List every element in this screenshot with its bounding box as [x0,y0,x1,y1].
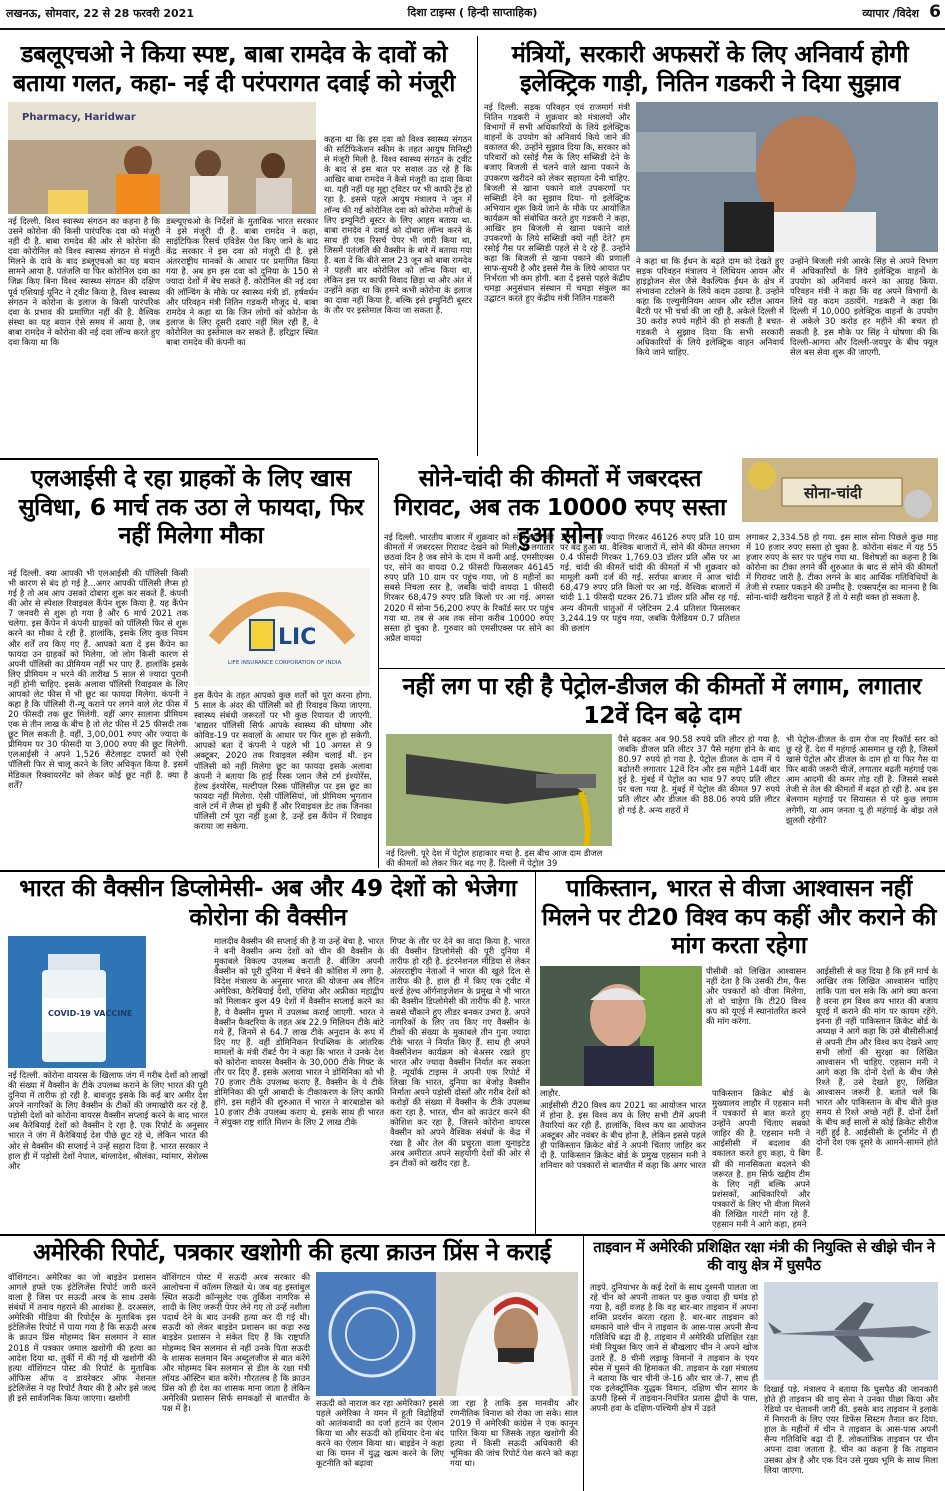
ehsan-mani-photo [540,966,702,1086]
article-column: 100 रुपए से ज्यादा गिरकर 46126 रुपए प्रति 10 ग्राम पर बंद हुआ था. वैश्विक बाजारों में, सोने की कीमत लगभग 0.4 फीसदी गिरकर 1,769.03 डॉलर प्रति औंस पर आ गई. चांदी की कीमतें चांदी की कीमतों में भी शुक्रवार को मामूली कमी दर्ज की गई. सर्राफा बाजार में आज चांदी 68,479 रुपए प्रति किलो पर आ गई. वैश्विक बाजारों में चांदी 1.1 फीसदी घटकर 26.71 डॉलर प्रति औंस रह गई. अन्य कीमती धातुओं में प्लेटिनम 2.4 प्रतिशत फिसलकर 3,244.19 पर पहुंच गया, जबकि पैलेडियम 0.7 प्रतिशत की छलांग [560,532,740,633]
lic-subtitle: LIFE INSURANCE CORPORATION OF INDIA [228,660,342,666]
article-headline: भारत की वैक्सीन डिप्लोमेसी- अब और 49 देशों को भेजेगा कोरोना की वैक्सीन [19,874,517,931]
article-headline: एलआईसी दे रहा ग्राहकों के लिए खास सुविधा, 6 मार्च तक उठा ले फायदा, फिर नहीं मिलेगा मौका [18,464,364,550]
section-rule [0,458,378,460]
section-rule [379,668,945,669]
vaccine-photo [8,936,146,1068]
article-column: पीसीबी को लिखित आश्वासन नहीं देता है कि उसकी टीम, फैंस और पत्रकारों को वीजा मिलेगा, तो वो चाहेगा कि टी20 विश्व कप को यूएई में स्थानांतरित करने की मांग करेगा. [706,966,806,1027]
article-column: दिखाई पड़े. मंत्रालय ने बताया कि घुसपैठ की जानकारी होते ही ताइवान की वायु सेना ने उनका पीछा किया और रेडियो पर चेतावनी जारी की. इसके बाद ताइवान ने इलाके में निगरानी के लिए एयर डिफेंस सिस्टम तैनात कर दिया. हाल के महीनों में चीन ने ताइवान के आस-पास अपनी सैन्य गतिविधि बढ़ा दी हैं. लोकतांत्रिक ताइवान पर चीन अपना दावा जताता है. चीन का कहना है कि ताइवान उसका क्षेत्र है और एक दिन उसे मुख्य भूमि के साथ मिला लिया जाएगा. [764,1384,938,1475]
article-column: ताइपे. दुनियाभर के कई देशों के साथ दुश्मनी पालता जा रहे चीन को अपनी ताकत पर कुछ ज्यादा ही घमंड हो गया है, वहीं वजह है कि वह बार-बार ताइवान में अपना शक्ति प्रदर्शन करता रहता है. बार-बार ताइवान को धमकाने वाले चीन ने ताइवान के आस-पास अपनी सैन्य गतिविधि बढ़ा दी है. ताइवान में अमेरिकी प्रशिक्षित रक्षा मंत्री नियुक्त किए जाने से बौखलाए चीन ने अपने खोज उतारे हैं. 8 चीनी लड़ाकू विमानों ने ताइवान के एयर स्पेस में घुसने की हिमाकत की. ताइवान के रक्षा मंत्रालय ने बताया कि चार चीनी जे-16 और चार जे-7, साथ ही एक इलेक्ट्रॉनिक युद्धक विमान, दक्षिण चीन सागर के ऊपरी हिस्से में ताइवान-नियंत्रित प्रतास द्वीपों के पास, अपनी हवा के दक्षिण-पश्चिमी क्षेत्र में उड़ते [590,1282,758,1413]
banner-text: Pharmacy, Haridwar [22,112,136,123]
article-headline: अमेरिकी रिपोर्ट, पत्रकार खशोगी की हत्या क्राउन प्रिंस ने कराई [33,1238,551,1266]
paper-name: दिशा टाइम्स ( हिन्दी साप्ताहिक) [407,6,538,19]
article-column: लगाकर 2,334.58 हो गया. इस साल सोना पिछले कुछ माह में 10 हजार रुपए सस्ता हो चुका है. कोरोना संकट में यह 55 हजार रुपए के स्तर पर पहुंच गया था. विशेषज्ञों का कहना है कि कोरोना का टीका लगने की शुरुआत के बाद से सोने की कीमतों में गिरावट जारी है. टीका लगने के बाद आर्थिक गतिविधियों के तेजी से रफ्तार पकड़ने की उम्मीद है. एक्सपर्ट्स का मानना है कि सोना-चांदी खरीदना चाहते हैं तो ये सही वक्त हो सकता है. [746,532,938,603]
article-column: नई दिल्ली. भारतीय बाजार में शुक्रवार को सोने-चांदी की कीमतों में जबरदस्त गिरावट देखने को मिली, ये लगातार छठवां दिन है जब सोने के दाम में कमी आई. एमसीएक्स पर, सोने का वायदा 0.2 फीसदी फिसलकर 46145 रुपए प्रति 10 ग्राम पर पहुंच गया, जो 8 महीनों का सबसे निचला स्तर है, जबकि चांदी वायदा 1 फीसदी गिरकर 68,479 रुपए प्रति किलो पर आ गई. अगस्त 2020 में सोना 56,200 रुपए के रिकॉर्ड स्तर पर पहुंच गया था. तब से अब तक सोना करीब 10000 रुपए सस्ता हो चुका है. गुरुवार को एमसीएक्स पर सोने का अप्रैल वायदा [384,532,554,643]
article-column: आईसीसी से कह दिया है कि हमें मार्च के आखिर तक लिखित आश्वासन चाहिए ताकि पता चल सके कि आगे क्या करना है वरना हम विश्व कप भारत की बजाय यूएई में कराने की मांग पर कायम रहेंगे. इनना ही नहीं पाकिस्तान क्रिकेट बोर्ड के अध्यक्ष ने आगे कहा कि उसे बीसीसीआई से अपनी टीम और विश्व कप देखने आए सभी लोगों की सुरक्षा का लिखित आश्वासन भी चाहिए. एहसान मनी ने आगे कहा कि दोनों देशों के बीच जैसे रिश्ते हैं, उसे देखते हुए, लिखित आश्वासन जरूरी है. बताते चलें कि भारत और पाकिस्तान के बीच बीते कुछ समय से रिश्ते अच्छे नहीं हैं. दोनों देशों के बीच कई सालों से कोई क्रिकेट सीरीज नहीं हुई है. आईसीसी के टूर्नामेंट में ही दोनों देश एक दूसरे के आमने-सामने होते हैं. [816,966,938,1158]
ramdev-photo [8,102,316,214]
article-column: डब्ल्यूएचओ के निर्देशों के मुताबिक भारत सरकार ने इसे मंजूरी दी है. बाबा रामदेव ने कहा, साइंटिफिक रिसर्च एविडेंस पेश किए जाने के बाद केंद्र सरकार ने इस दवा को मंजूरी दी है. इसे अंतरराष्ट्रीय मानकों के आधार पर प्रमाणित किया गया है. अब हम इस दवा को दुनिया के 150 से ज्यादा देशों में बेच सकते हैं. कोरोनिल की नई दवा की लॉन्चिंग के मौके पर स्वास्थ्य मंत्री डॉ. हर्षवर्धन और परिवहन मंत्री नितिन गडकरी मौजूद थे. बाबा रामदेव ने कहा था कि जिन लोगों को कोरोना के इलाज के लिए दूसरी दवाएं नहीं मिल रही हैं, वे कोरोनिल का इस्तेमाल कर सकते हैं. हरिद्वार स्थित बाबा रामदेव की कंपनी का [166,216,318,347]
image-label: सोना-चांदी [804,484,862,502]
article-headline: मंत्रियों, सरकारी अफसरों के लिए अनिवार्य होगी इलेक्ट्रिक गाड़ी, नितिन गडकरी ने दिया सुझाव [511,40,909,97]
column-divider [583,1236,584,1491]
lic-wordmark: LIC [278,625,317,650]
article-column: नई दिल्ली. क्या आपकी भी एलआईसी की पॉलिसी किसी भी कारण से बंद हो गई है...अगर आपकी पॉलिसी लैप्स हो गई है तो अब आप उसको दोबारा शुरू कर सकते हैं. कंपनी की ओर से स्पेशल रिवाइवल कैंपेन शुरू किया है. यह कैंपेन 7 जनवरी से शुरू हो गया है और 6 मार्च 2021 तक चलेगा. इस कैंपेन में कंपनी ग्राहकों को पॉलिसी फिर से शुरू करने का मौका दे रही है. हालांकि, इसके लिए कुछ नियम और शर्तें तय किए गए हैं. आपको बता दें इस कैंपेन का फायदा उन ग्राहकों को मिलेगा, जो लोग किसी कारण से अपनी पॉलिसी का प्रीमियम नहीं भर पाए हैं. हालांकि इसके लिए प्रीमियम न भरने की तारीख 5 साल से ज्यादा पुरानी नहीं होनी चाहिए. इसके अलावा पॉलिसी रिवाइवल के लिए आपको लेट फीस में भी छूट का फायदा मिलेगा. कंपनी ने कहा है कि पॉलिसी री-न्यू कराने पर लगने वाले लेट फीस में 20 फीसदी तक छूट मिलेगी. वहीं अगर सालाना प्रीमियम एक से तीन लाख के बीच है तो लेट फीस में 25 फीसदी तक छूट मिल सकती है. वहीं, 3,00,001 रुपए और ज्यादा के प्रीमियम पर 30 फीसदी या 3,000 रुपए की छूट मिलेगी. एलआईसी ने अपने 1,526 सैटेलाइट दफ्तरों को ऐसी पॉलिसी फिर से चालू करने के लिए अधिकृत किया है. इसमें मेडिकल रिक्वायरमेंट को लेकर कोई छूट नहीं है. क्या है शर्तें? [8,568,188,790]
article-column: पाकिस्तान क्रिकेट बोर्ड के मुख्यालय लाहौर में एहसान मनी ने पत्रकारों से बात करते हुए उन्होंने अपनी चिंताए सबको जाहिर की है. एहसान मनी ने आईसीसी में बदलाव की वकालत करते हुए कहा, ये बिग थ्री की मानसिकता बदलने की जरूरत है. हम सिर्फ खद्दीय टीम के लिए नहीं बल्कि अपने प्रशंसकों, आधिकारियों और पत्रकारों के लिए भी वीजा मिलने की लिखित गारंटी मांग रहे हैं. एहसान मनी ने आगे कहा, हमने [712,1088,810,1230]
article-headline: डबलूएचओ ने किया स्पष्ट, बाबा रामदेव के दावों को बताया गलत, कहा- नई दी परंपरागत दवाई को मंजूरी [13,40,455,97]
section-name: व्यापार /विदेश [862,7,919,20]
article-column: भी पेट्रोल-डीजल के दाम रोज नए रिकॉर्ड स्तर को छू रहे हैं. देश में महंगाई आसमान छू रही है, जिसमें खासे पेट्रोल और डीजल के दाम हो या फिर गैस या फिर बाकी जरूरी चीजें, लगातार बढ़ती महंगाई एक आम आदमी की कमर तोड़ रही है. जिससे सबसे तेजी से तेल की कीमतों में बढ़त हो रही है. अब इस बेलगाम महंगाई पर सियासत से परे कुछ लगाम लगेगी, या आम जनता यू ही महंगाई के बोझ तले झुलती रहेगी? [786,734,938,825]
article-column: उन्होंने बिजली मंत्री आरके सिंह से अपने विभाग में अधिकारियों के लिये इलेक्ट्रिक वाहनों के उपयोग को अनिवार्य करने का आग्रह किया. परिवहन मंत्री ने कहा कि वह अपने विभागों के लिये यह कदम उठायेंगे. गडकरी ने कहा कि दिल्ली में 10,000 इलेक्ट्रिक वाहनों के उपयोग से अकेले 30 करोड़ हर महीने की बचत हो सकती है. इस मौके पर सिंह ने घोषणा की कि दिल्ली-आगरा और दिल्ली-जयपुर के बीच फ्यूल सेल बस सेवा शुरू की जाएगी. [790,256,938,357]
article-column: इस कैंपेन के तहत आपको कुछ शर्तों को पूरा करना होगा. 5 साल के अंदर की पॉलिसी को ही रिवाइव किया जाएगा. स्वास्थ्य संबंधी जरूरतों पर भी कुछ रियायत दी जाएगी. 'बाद्यतर पॉलिसी सिर्फ आपके स्वास्थ्य की घोषणा और कोविड-19 पर सवालों के आधार पर फिर शुरू हो सकेगी. आपको बता दें कंपनी ने पहले भी 10 अगस्त से 9 अक्टूबर, 2020 तक रिवाइवल स्कीम चलाई थी. इन पॉलिसी को नहीं मिलेगा छूट का फायदा इसके अलावा कंपनी ने बताया कि हाई रिस्क प्लान जैसे टर्म इंश्योरेंस, हेल्थ इंश्योरेंस, मल्टीपल रिस्क पॉलिसीज़ पर इस छूट का फायदा नहीं मिलेगा. ऐसी पॉलिसियां, जो प्रीमियम भुगतान वाले टर्म में लैप्स हो चुकी हैं और रिवाइवल डेट तक जिनका पॉलिसी टर्म पूरा नहीं हुआ है, उन्हें इस कैंपेन में रिवाइव कराया जा सकेगा. [194,690,372,832]
article-column: नई दिल्ली. कोरोना वायरस के खिलाफ जंग में गरीब देशों को लाखों की संख्या में वैक्सीन के टीके उपलब्ध कराने के लिए भारत की पूरी दुनिया में तारीफ हो रही है. बावजूद इसके कि कई बार अमीर देश अपने नागरिकों के लिए वैक्सीन के टीकों की जमाखोरी कर रहे हैं. पड़ोसी देशों को कोरोना वायरस वैक्सीन सप्लाई करने के बाद भारत अब कैरेबियाई देशों को वैक्सीन दे रहा है. एक रिपोर्ट के अनुसार भारत ने जंग में कैरेबियाई देश पीछे छूट रहे थे, लेकिन भारत की ओर से वैक्सीन की सप्लाई ने उन्हें सहारा दिया है. भारत सरकार ने हाल ही में पड़ोसी देशों नेपाल, बांग्लादेश, श्रीलंका, म्यांमार, सेशेल्स और [8,1070,208,1171]
article-headline: ताइवान में अमेरिकी प्रशिक्षित रक्षा मंत्री की नियुक्ति से खीझे चीन ने की वायु क्षेत्र में घुसपैठ [593,1240,935,1274]
dateline: लखनऊ, सोमवार, 22 से 28 फरवरी 2021 [6,7,194,20]
photo-caption: लाहौर. [540,1088,561,1098]
column-divider [477,36,478,456]
lic-logo [194,568,370,686]
masthead-strip [0,0,945,30]
page-number: 6 [929,2,941,22]
column-divider [378,460,379,868]
gadkari-photo [636,102,938,252]
photo-caption: नई दिल्ली. पूरे देश में पेट्रोल हाहाकार मचा है. इस बीच आज दाम डीजल की कीमतों को लेकर फिर बढ़ गए हैं. दिल्ली में पेट्रोल 39 [386,848,603,869]
article-column: गिफ्ट के तौर पर देने का वादा किया है. भारत की वैक्सीन डिप्लोमेसी की पूरी दुनिया में तारीफ हो रही है. इंटरनेशनल मीडिया से लेकर अंतरराष्ट्रीय नेताओं ने भारत की खुले दिल से तारीफ की है. हाल ही में किए एक ट्वीट में वर्ल्ड हेल्थ ऑर्गनाइजेशन के प्रमुख ने भी भारत की वैक्सीन डिप्लोमेसी की तारीफ की है. भारत सबसे चौंकाने हुए लीडर बनकर उभरा है. अपने नागरिकों के लिए तय किए गए वैक्सीन के टीकों की संख्या के मुकाबले तीन गुना ज्यादा टीके भारत ने निर्यात किए हैं. साथ ही अपने वैक्सीनेशन कार्यक्रम को बेअसर रखते हुए भारत और ज्यादा वैक्सीन निर्यात कर सकता है. न्यूयॉर्क टाइम्स ने अपनी एक रिपोर्ट में लिखा कि भारत, दुनिया का बेजोड़ वैक्सीन निर्माता अपने पड़ोसी दोस्तों और गरीब देशों को करोड़ों की संख्या में वैक्सीन के टीके उपलब्ध करा रहा है. भारत, चीन को काउंटर करने की कोशिश कर रहा है, जिसने कोरोना वायरस वैक्सीन को अपने वैश्विक संबंधों के केंद्र में रखा है और तेल की प्रचुरता वाला यूनाइटेड अरब अमीरात अपने सहयोगी देशों की ओर से इन टीकों को खरीद रहा है. [390,936,530,1168]
fighter-jet-photo [764,1282,938,1380]
article-column: मालदीव वैक्सीन की सप्लाई की है या उन्हें बेचा है. भारत ने बनी वैक्सीन अन्य देशों को चीन की वैक्सीन के मुकाबले विकल्प उपलब्ध कराती है. बीजिंग अपनी वैक्सीन को पूरी दुनिया में बेचने की कोशिश में लगा है. विदेश मंत्रालय के अनुसार भारत की योजना अब लैटिन अमेरिका, कैरेबियाई देशों, एशिया और अफ्रीका महाद्वीप को मिलाकर कुल 49 देशों में वैक्सीन सप्लाई करने का है, ये वैक्सीन मुफ्त में उपलब्ध कराई जाएगी. भारत ने वैक्सीन फैक्टरिया के तहत अब 22.9 मिलियन टीके बांटे गये हैं, जिनमें से 64.7 लाख टीके अनुदान के रूप में दिए गए हैं. वहीं डोमिनिकन रिपब्लिक के आंतरिक मामलों के मंत्री रॉबर्ट पैग ने कहा कि भारत ने उनके देश को कोरोना वायरस वैक्सीन के 30,000 टीके गिफ्ट के तौर पर दिए हैं. इसके अलावा भारत ने डोमिनिका को भी 70 हजार टीके उपलब्ध कराए हैं. वैक्सीन के ये टीके डोमिनिका की पूरी आबादी के टीकाकरण के लिए काफी होंगे. इस महीने की शुरुआत में भारत ने बारबाडोस को 10 हजार टीके उपलब्ध कराए थे. इसके साथ ही भारत ने संयुक्त राष्ट्र शांति मिशन के लिए 2 लाख टीके [214,936,384,1128]
article-column: नई दिल्ली. सड़क परिवहन एवं राजमार्ग मंत्री नितिन गडकरी ने शुक्रवार को मंत्रालयों और विभागों में सभी अधिकारियों के लिये इलेक्ट्रिक वाहनों के उपयोग को अनिवार्य किये जाने की वकालत की. उन्होंने सुझाव दिया कि, सरकार को परिवारों को रसोई गैस के लिए सब्सिडी देने के बजाए बिजली से चलने वाले खाना पकाने के उपकरण खरीदने को लेकर सहायता देनी चाहिए. बिजली से खाना पकाने वाले उपकरणों पर सब्सिडी देने का सुझाव दिया- गो इलेक्ट्रिक अभियान शुरू किये जाने के मौके पर आयोजित कार्यक्रम को संबोधित करते हुए गडकरी ने कहा, आखिर हम बिजली से खाना पकाने वाले उपकरणों के लिये सब्सिडी क्यों नहीं देते? हम रसोई गैस पर सब्सिडी पहले से दे रहे हैं. उन्होंने कहा कि बिजली से खाना पकाने की प्रणाली साफ-सुथरी है और इससे गैस के लिये आयात पर निर्भरता भी कम होगी. बता दें इससे पहले केंद्रीय चमड़ा अनुसंधान संस्थान में चमड़ा संकुल का उद्घाटन करते हुए केंद्रीय मंत्री नितिन गडकरी [484,102,630,304]
article-column: ने कहा था कि ईंधन के बढ़ते दाम को देखते हुए सड़क परिवहन मंत्रालय ने लिथियम आयन और हाइड्रोजन सेल जैसे वैकल्पिक ईंधन के क्षेत्र में संभावना टटोलने के लिये कदम उठाया है. उन्होंने कहा कि एल्युमीनियम आयन और स्टील आयन बैटरी पर भी चर्चा की जा रही है. अकेले दिल्ली में 30 करोड़ रुपये महीने की हो सकती है बचत- गडकरी ने सुझाव दिया कि सभी सरकारी अधिकारियों के लिये इलेक्ट्रिक वाहन अनिवार्य किये जाने चाहिए. [636,256,784,357]
article-column: वॉशिंगटन। अमेरिका का जो बाइडेन प्रशासन आगले हफ्ते एक इंटेलिजेंस रिपोर्ट जारी करने वाला है जिस पर सऊदी अरब के साथ उसके संबंधों में तनाव गहराने की आशंका है. दरअसल, अमेरिकी मीडिया की रिपोर्ट्स के मुताबिक इस इंटेलिजेंस रिपोर्ट में पाया गया है कि सऊदी अरब के क्राउन प्रिंस मोहम्मद बिन सलमान ने साल 2018 में पत्रकार जमाल खशोगी की हत्या का आदेश दिया था. तुर्की में की गई थी खशोगी की हत्या वॉशिंगटन पोस्ट की रिपोर्ट के मुताबिक ऑफिस ऑफ द डायरेक्टर ऑफ नेशनल इंटेलिजेंस ने यह रिपोर्ट तैयार की है और इसे जल्द ही इसे सार्वजनिक किया जाएगा। खशोगी [8,1272,156,1403]
crown-prince-photo [316,1272,578,1396]
article-column: जा रहा है ताकि इस मानवीय और रणनीतिक विनाश को रोका जा सके। साल 2019 में अमेरिकी कांग्रेस ने एक कानून पारित किया था जिसके तहत खशोगी की हत्या में किसी सऊदी अधिकारी की भूमिका की जांच रिपोर्ट पेश करने को कहा गया था। [450,1398,578,1469]
article-column: नई दिल्ली. विश्व स्वास्थ्य संगठन का कहना है कि उसने कोरोना की किसी पारंपरिक दवा को मंजूरी नहीं दी है. बाबा रामदेव की ओर से कोरोना की दवा कोरोनिल को विश्व स्वास्थ्य संगठन से मंजूरी मिलने के दावे के बाद डब्लूएचओ का यह बयान सामने आया है. पतंजलि या फिर कोरोनिल दवा का जिक्र किए बिना विश्व स्वास्थ्य संगठन की दक्षिण पूर्व एशियाई यूनिट ने ट्वीट किया है, विश्व स्वास्थ्य संगठन ने कोरोना के इलाज के किसी पारंपरिक दवा के प्रभाव की प्रमाणित नहीं की है. वैश्विक संस्था का यह बयान ऐसे समय में आया है, जब बाबा रामदेव ने कोरोना की नई दवा लॉन्च करते हुए दवा किया था कि [8,216,160,347]
article-column: पैसे बढ़कर अब 90.58 रुपये प्रति लीटर हो गया है. जबकि डीजल प्रति लीटर 37 पैसे महंगा होने के बाद 80.97 रुपये हो गया है. पेट्रोल डीजल के दाम में ये बढ़ोतरी लगातार 12वें दिन और इस महीने 14वीं बार हुई है. मुंबई में पेट्रोल का भाव 97 रुपए प्रति लीटर पर चला गया है. मुंबई में पेट्रोल की कीमत 97 रुपये प्रति लीटर और डीजल की 88.06 रुपये प्रति लीटर हो गई है. अन्य शहरों में [618,734,780,815]
article-headline: पाकिस्तान, भारत से वीजा आश्वासन नहीं मिलने पर टी20 विश्व कप कहीं और कराने की मांग करता रहेगा [541,874,937,960]
column-divider [535,872,536,1234]
article-headline: नहीं लग पा रही है पेट्रोल-डीजल की कीमतों में लगाम, लगातार 12वें दिन बढ़े दाम [402,672,922,729]
article-column: कहना था कि इस दवा को विश्व स्वास्थ्य संगठन की सर्टिफिकेशन स्कीम के तहत आयुष मिनिस्ट्री से मंजूरी मिली है. विश्व स्वास्थ्य संगठन के ट्वीट के बाद से इस बात पर सवाल उठ रहे हैं कि आखिर बाबा रामदेव ने कैसे मंजूरी का दावा किया था. यही नहीं यह मुद्दा ट्विटर पर भी काफी ट्रेंड हो रहा है. इससे पहले आयुष मंत्रालय ने जून में लॉन्च की गई कोरोनिल दवा को कोरोना मरीजों के लिए इम्युनिटी बूस्टर के लिए आहम बताया था. बाबा रामदेव ने दवाई को दोबारा लॉन्च करने के साथ ही एक रिसर्च पेपर भी जारी किया था, जिसमें पतंजलि की वैक्सीन के बारे में बताया गया है. बता दें कि बीते साल 23 जून को बाबा रामदेव ने पहली बार कोरोनिल को लॉन्च किया था, लेकिन इस पर काफी विवाद छिड़ा था और अंत में उन्होंने कहा था कि हमने कभी कोरोना के इलाज का दावा नहीं किया है, बल्कि इसे इम्युनिटी बूस्टर के तौर पर इस्तेमाल किया जा सकता है. [324,134,472,316]
fuel-nozzle-photo [386,734,612,846]
section-rule [0,870,945,872]
section-rule [0,1234,945,1236]
article-column: वॉशिंगटन पोस्ट में सऊदी अरब सरकार की आलोचना में कॉलम लिखते थे। जब वह इस्तांबुल स्थित सऊदी कॉन्सुलेट एक तुर्किश नागरिक से शादी के लिए जरूरी पेपर लेने गए तो उन्हें नशीला पदार्थ देने के बाद उनकी हत्या कर दी गई थी। सऊदी को लेकर बाइडेन प्रशासन का कड़ा रुख बाइडेन प्रशासन ने संकेत दिए हैं कि राष्ट्रपति मोहम्मद बिन सलमान से नहीं उनके पिता सऊदी के शासक सलमान बिन अब्दुलजीज से बात करेंगे और मोहम्मद बिन सलमान से डील के रक्षा मंत्री लॉयड ऑस्टिन बात करेंगे। गौरतलब है कि क्राउन प्रिंस को ही देश का शासक माना जाता है लेकिन अमेरिकी प्रशासन सिर्फ समकक्षों से बातचीत के पक्ष में है। [162,1272,310,1414]
gold-silver-image [742,458,938,522]
article-column: आईसीसी टी20 विश्व कप 2021 का आयोजन भारत में होना है. इस विश्व कप के लिए सभी टीमें अपनी तैयारियां कर रही हैं. हालांकि, विश्व कप का आयोजन अक्टूबर और नवंबर के बीच होना है, लेकिन इससे पहले ही पाकिस्तान क्रिकेट बोर्ड ने अपनी चिंताए जाहिर कर दी हैं. पाकिस्तान क्रिकेट बोर्ड के प्रमुख एहसान मनी ने शनिवार को पत्रकारों से बातचीत में कहा कि अगर भारत [540,1100,706,1171]
article-headline: सोने-चांदी की कीमतों में जबरदस्त गिरावट, अब तक 10000 रुपए सस्ता हुआ सोना [394,464,726,550]
article-column: सऊदी को नाराज कर रहा अमेरिका? इससे पहले अमेरिका ने यमन में हूती विद्रोहियों को आतंकवादी का दर्जा हटाने का ऐलान किया था और सऊदी को हथियार देना बंद करने का ऐलान किया था। बाइडेन ने कहा था कि यमन में युद्ध खत्म करने के लिए कूटनीति को बढ़ावा [316,1398,444,1469]
vial-label: COVID-19 VACCINE [48,1009,133,1018]
